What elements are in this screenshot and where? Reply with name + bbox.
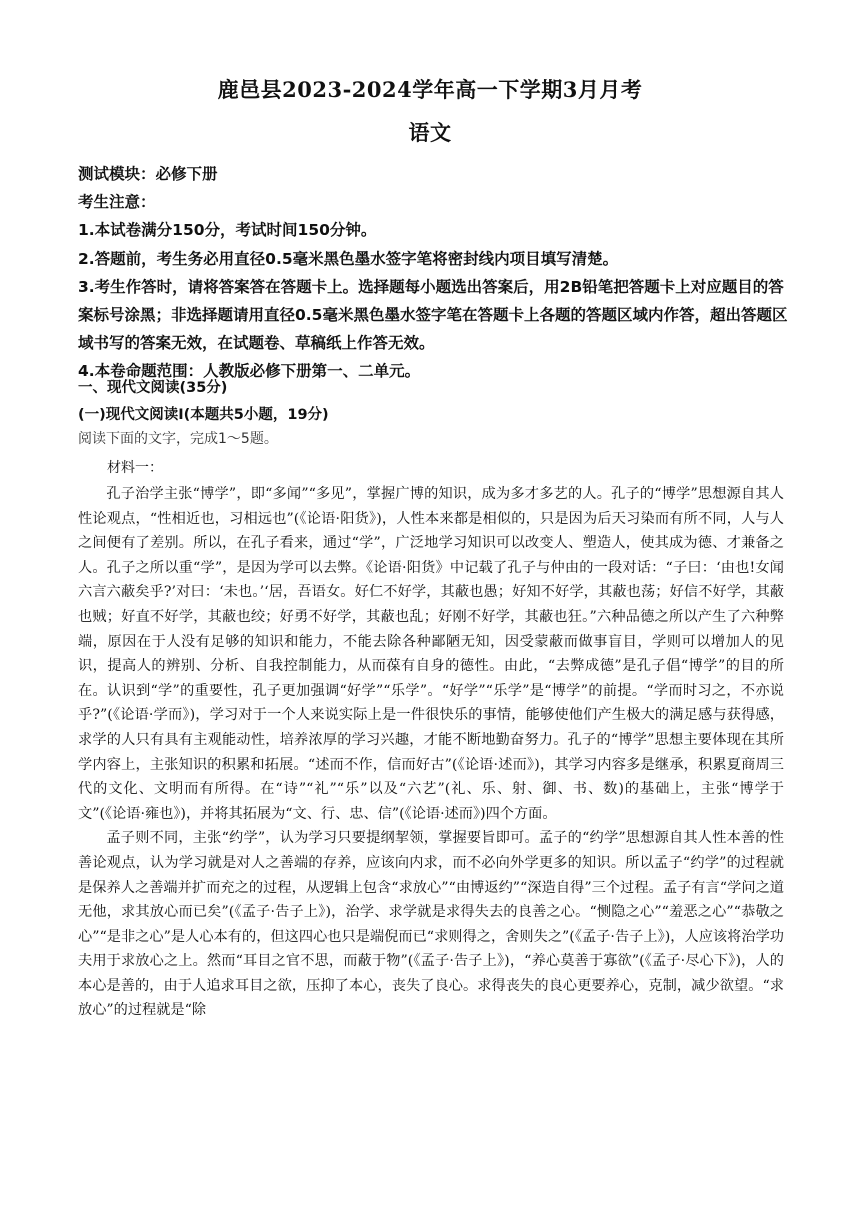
note-item: 1.本试卷满分150分，考试时间150分钟。: [78, 221, 377, 240]
test-module: 测试模块：必修下册: [78, 165, 218, 183]
attention-heading: 考生注意：: [78, 193, 156, 212]
note-item: 4.本卷命题范围：人教版必修下册第一、二单元。: [78, 362, 421, 381]
subsection-heading: (一)现代文阅读Ⅰ(本题共5小题，19分): [78, 407, 329, 423]
exam-subject: 语文: [408, 120, 452, 145]
reading-passage: [78, 482, 784, 1023]
exam-notes: [78, 160, 788, 386]
exam-title: 鹿邑县2023-2024学年高一下学期3月月考: [217, 77, 643, 102]
passage-paragraph: 孟子则不同，主张“约学”，认为学习只要提纲挈领，掌握要旨即可。孟子的“约学”思想源自其人性本善的性善论观点，认为学习就是对人之善端的存养，应该向内求，而不必向外学更多的知识。所以孟子“约学”的过程就是保养人之善端并扩而充之的过程，从逻辑上包含“求放心”“由博返约”“深造自得”三个过程。孟子有言“学问之道无他，求其放心而已矣”(《孟子·告子上》)，治学、求学就是求得失去的良善之心。“恻隐之心”“羞恶之心”“恭敬之心”“是非之心”是人心本有的，但这四心也只是端倪而已“求则得之，舍则失之”(《孟子·告子上》)，人应该将治学功夫用于求放心之上。然而“耳目之官不思，而蔽于物”(《孟子·告子上》)，“养心莫善于寡欲”(《孟子·尽心下》)，人的本心是善的，由于人追求耳目之欲，压抑了本心，丧失了良心。求得丧失的良心更要养心，克制，减少欲望。“求放心”的过程就是“除: [78, 830, 784, 1019]
note-item: 2.答题前，考生务必用直径0.5毫米黑色墨水签字笔将密封线内项目填写清楚。: [78, 249, 619, 268]
note-item: 3.考生作答时，请将答案答在答题卡上。选择题每小题选出答案后，用2B铅笔把答题卡上对应题目的答案标号涂黑；非选择题请用直径0.5毫米黑色墨水签字笔在答题卡上各题的答题区域内作答，超出答题区域书写的答案无效，在试题卷、草稿纸上作答无效。: [78, 277, 788, 353]
material-label: 材料一：: [107, 460, 163, 476]
section-heading: 一、现代文阅读(35分): [78, 380, 228, 396]
passage-paragraph: 孔子治学主张“博学”，即“多闻”“多见”，掌握广博的知识，成为多才多艺的人。孔子的“博学”思想源自其人性论观点，“性相近也，习相远也”(《论语·阳货》)，人性本来都是相似的，只是因为后天习染而有所不同，人与人之间便有了差别。所以，在孔子看来，通过“学”，广泛地学习知识可以改变人、塑造人，使其成为德、才兼备之人。孔子之所以重“学”，是因为学可以去弊。《论语·阳货》中记载了孔子与仲由的一段对话：“子曰：‘由也!女闻六言六蔽矣乎?’对曰：‘未也。’‘居，吾语女。好仁不好学，其蔽也愚；好知不好学，其蔽也荡；好信不好学，其蔽也贼；好直不好学，其蔽也绞；好勇不好学，其蔽也乱；好刚不好学，其蔽也狂。”六种品德之所以产生了六种弊端，原因在于人没有足够的知识和能力，不能去除各种鄙陋无知，因受蒙蔽而做事盲目，学则可以增加人的见识，提高人的辨别、分析、自我控制能力，从而葆有自身的德性。由此，“去弊成德”是孔子倡“博学”的目的所在。认识到“学”的重要性，孔子更加强调“好学”“乐学”。“好学”“乐学”是“博学”的前提。“学而时习之，不亦说乎?”(《论语·学而》)，学习对于一个人来说实际上是一件很快乐的事情，能够使他们产生极大的满足感与获得感，求学的人只有具有主观能动性，培养浓厚的学习兴趣，才能不断地勤奋努力。孔子的“博学”思想主要体现在其所学内容上，主张知识的积累和拓展。“述而不作，信而好古”(《论语·述而》)，其学习内容多是继承，积累夏商周三代的文化、文明而有所得。在“诗”“礼”“乐”以及“六艺”(礼、乐、射、御、书、数)的基础上，主张“博学于文”(《论语·雍也》)，并将其拓展为“文、行、忠、信”(《论语·述而》)四个方面。: [78, 486, 784, 822]
reading-instruction: 阅读下面的文字，完成1～5题。: [78, 431, 278, 447]
